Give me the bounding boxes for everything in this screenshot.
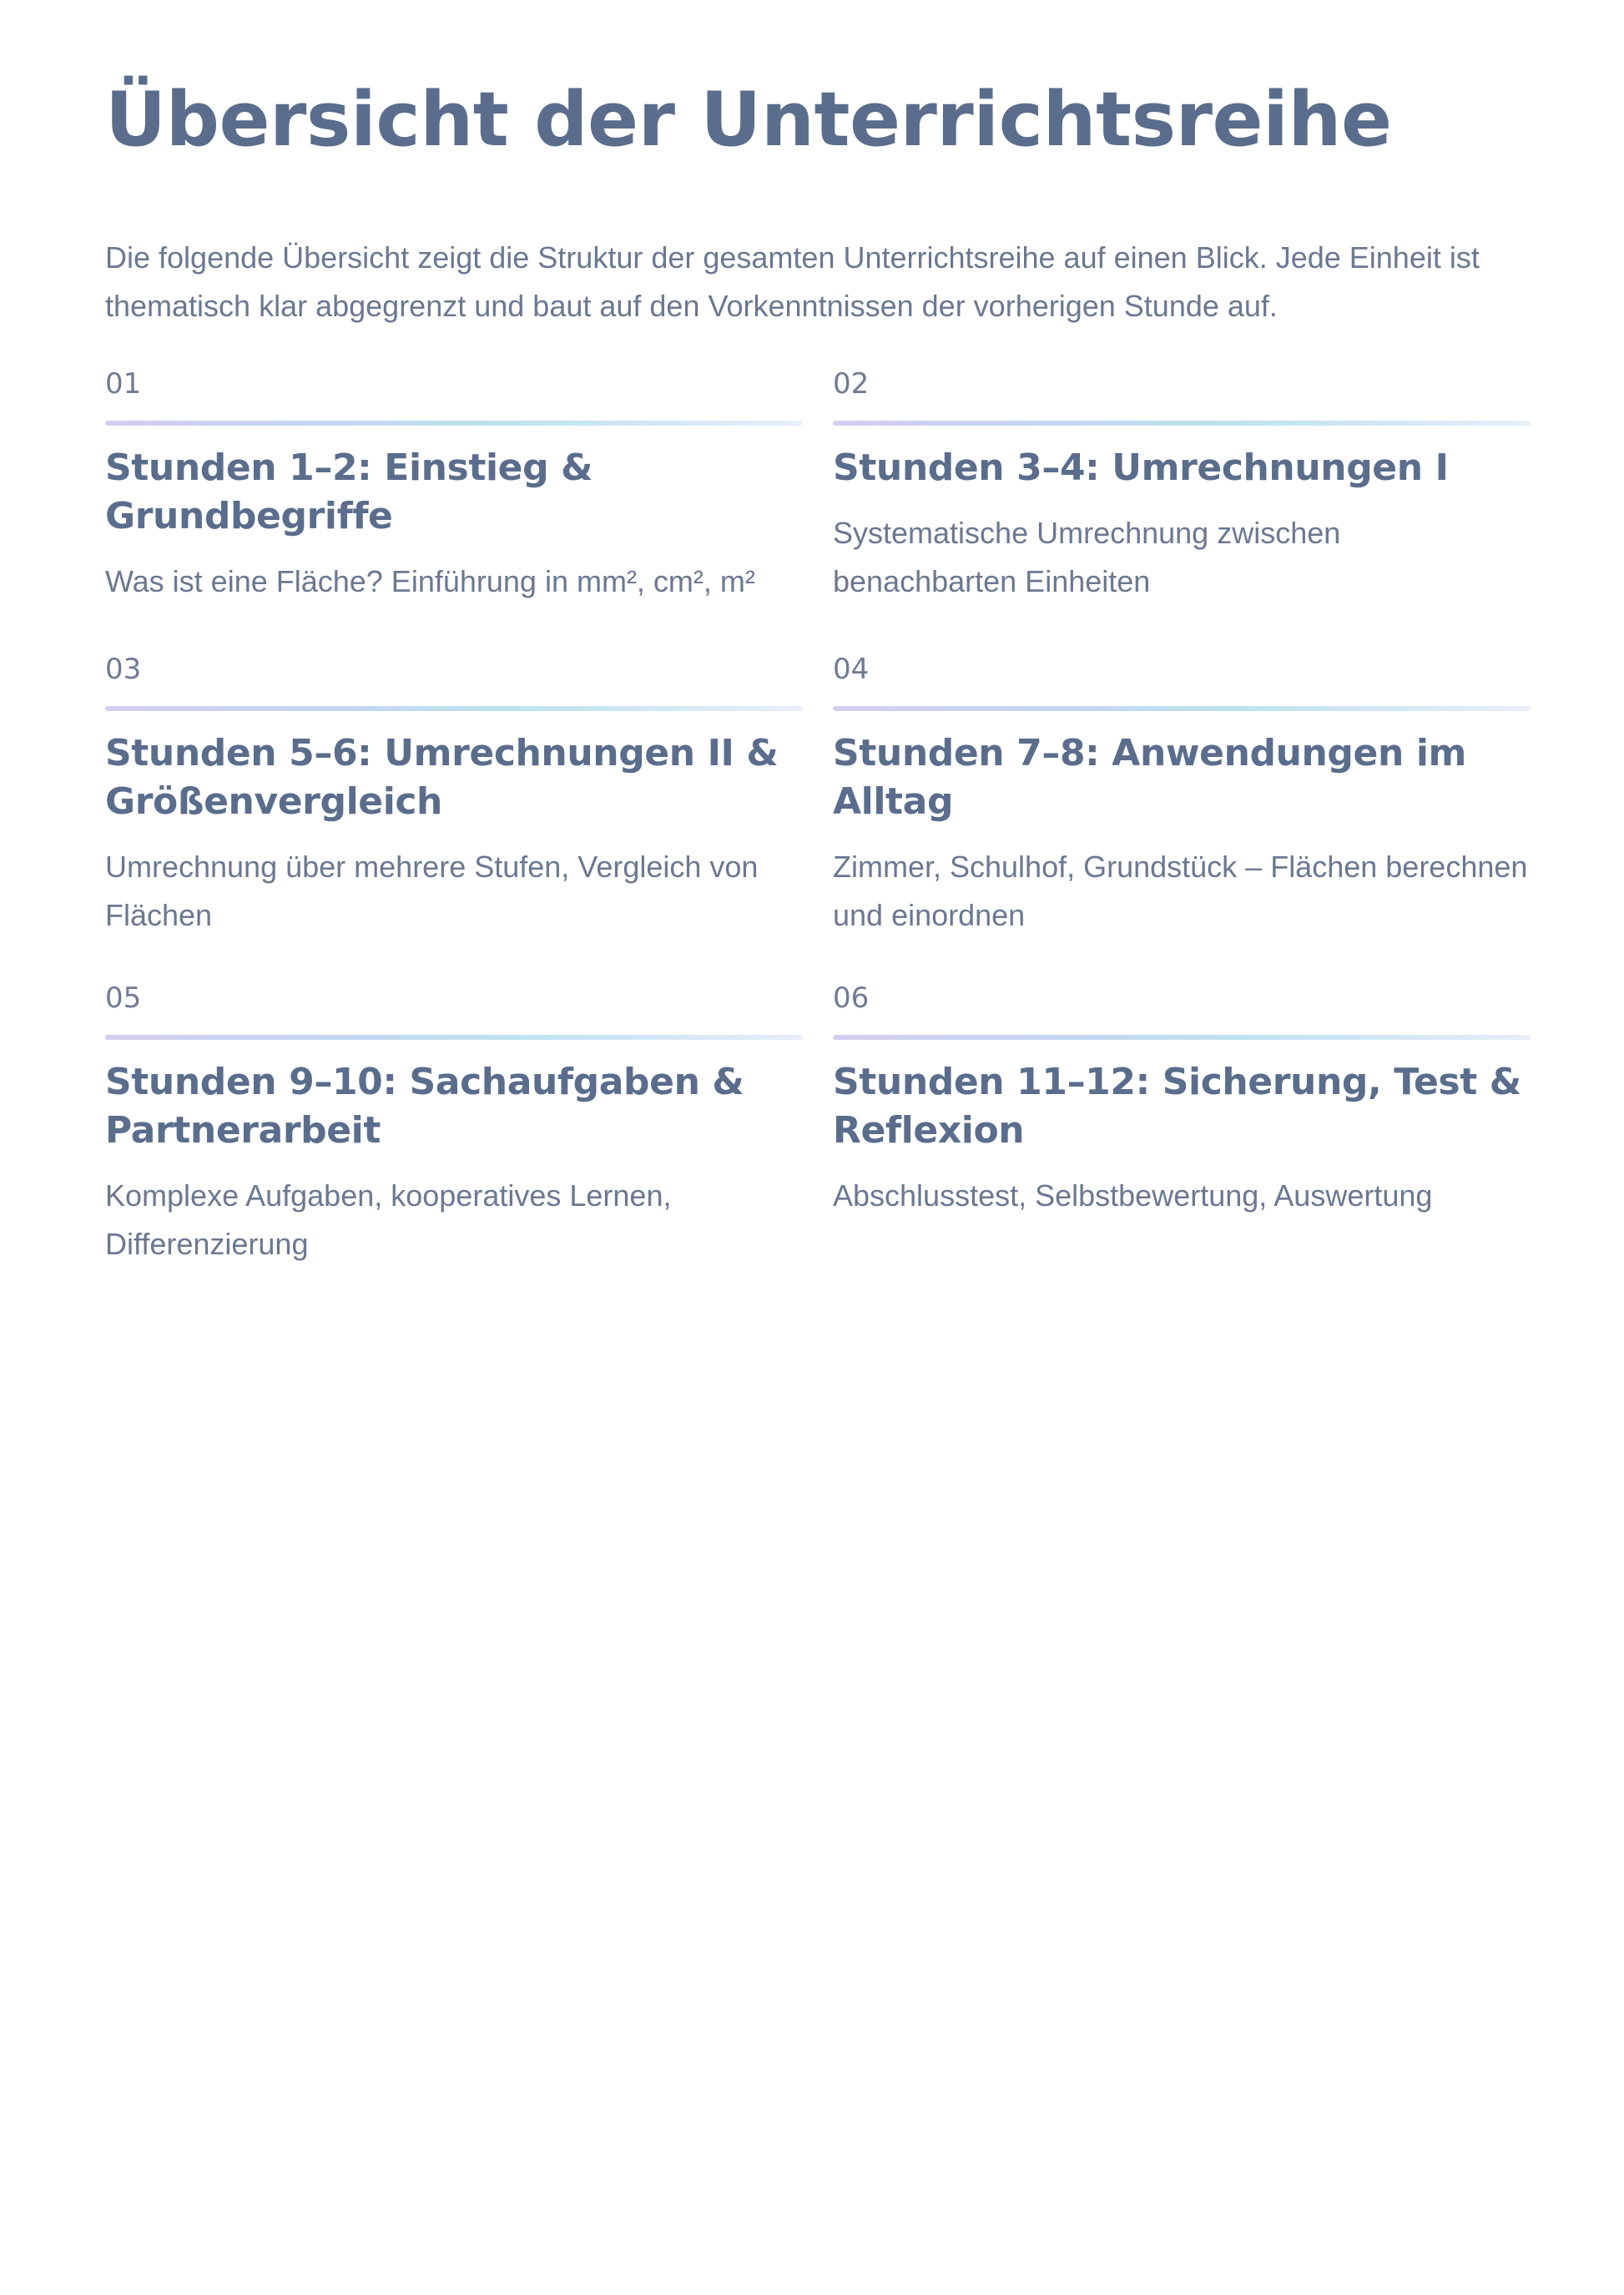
unit-title: Stunden 7–8: Anwendungen im Alltag (833, 732, 1466, 823)
unit-card-02 (833, 364, 1531, 649)
unit-number: 03 (105, 653, 142, 686)
unit-grid (105, 364, 1531, 1261)
unit-card-04 (833, 649, 1531, 978)
page-title: Übersicht der Unterrichtsreihe (105, 76, 1392, 164)
unit-description: Was ist eine Fläche? Einführung in mm², cm², m² (105, 564, 755, 598)
unit-title: Stunden 11–12: Sicherung, Test & Reflexion (833, 1061, 1521, 1152)
unit-number: 05 (105, 981, 142, 1015)
unit-divider (105, 421, 803, 426)
unit-title: Stunden 3–4: Umrechnungen I (833, 446, 1449, 489)
unit-description: Komplexe Aufgaben, kooperatives Lernen, Differenzierung (105, 1178, 672, 1261)
unit-divider (105, 1035, 803, 1040)
unit-card-05 (105, 978, 803, 1261)
unit-title: Stunden 1–2: Einstieg & Grundbegriffe (105, 446, 593, 537)
unit-description: Abschlusstest, Selbstbewertung, Auswertung (833, 1178, 1433, 1213)
unit-divider (833, 421, 1531, 426)
unit-card-06 (833, 978, 1531, 1228)
intro-paragraph: Die folgende Übersicht zeigt die Struktur der gesamten Unterrichtsreihe auf einen Blick. Jede Einheit ist thematisch klar abgegrenzt und baut auf den Vorkenntnissen der vorherigen Stunde auf. (105, 240, 1480, 323)
unit-description: Umrechnung über mehrere Stufen, Vergleich von Flächen (105, 850, 759, 932)
unit-divider (105, 706, 803, 711)
unit-title: Stunden 9–10: Sachaufgaben & Partnerarbeit (105, 1061, 744, 1152)
unit-description: Systematische Umrechnung zwischen benachbarten Einheiten (833, 516, 1341, 598)
unit-number: 02 (833, 367, 870, 401)
unit-divider (833, 706, 1531, 711)
unit-number: 04 (833, 653, 870, 686)
unit-card-01 (105, 364, 803, 649)
unit-card-03 (105, 649, 803, 978)
unit-title: Stunden 5–6: Umrechnungen II & Größenvergleich (105, 732, 779, 823)
unit-number: 06 (833, 981, 870, 1015)
unit-number: 01 (105, 367, 142, 401)
unit-divider (833, 1035, 1531, 1040)
unit-description: Zimmer, Schulhof, Grundstück – Flächen berechnen und einordnen (833, 850, 1528, 932)
